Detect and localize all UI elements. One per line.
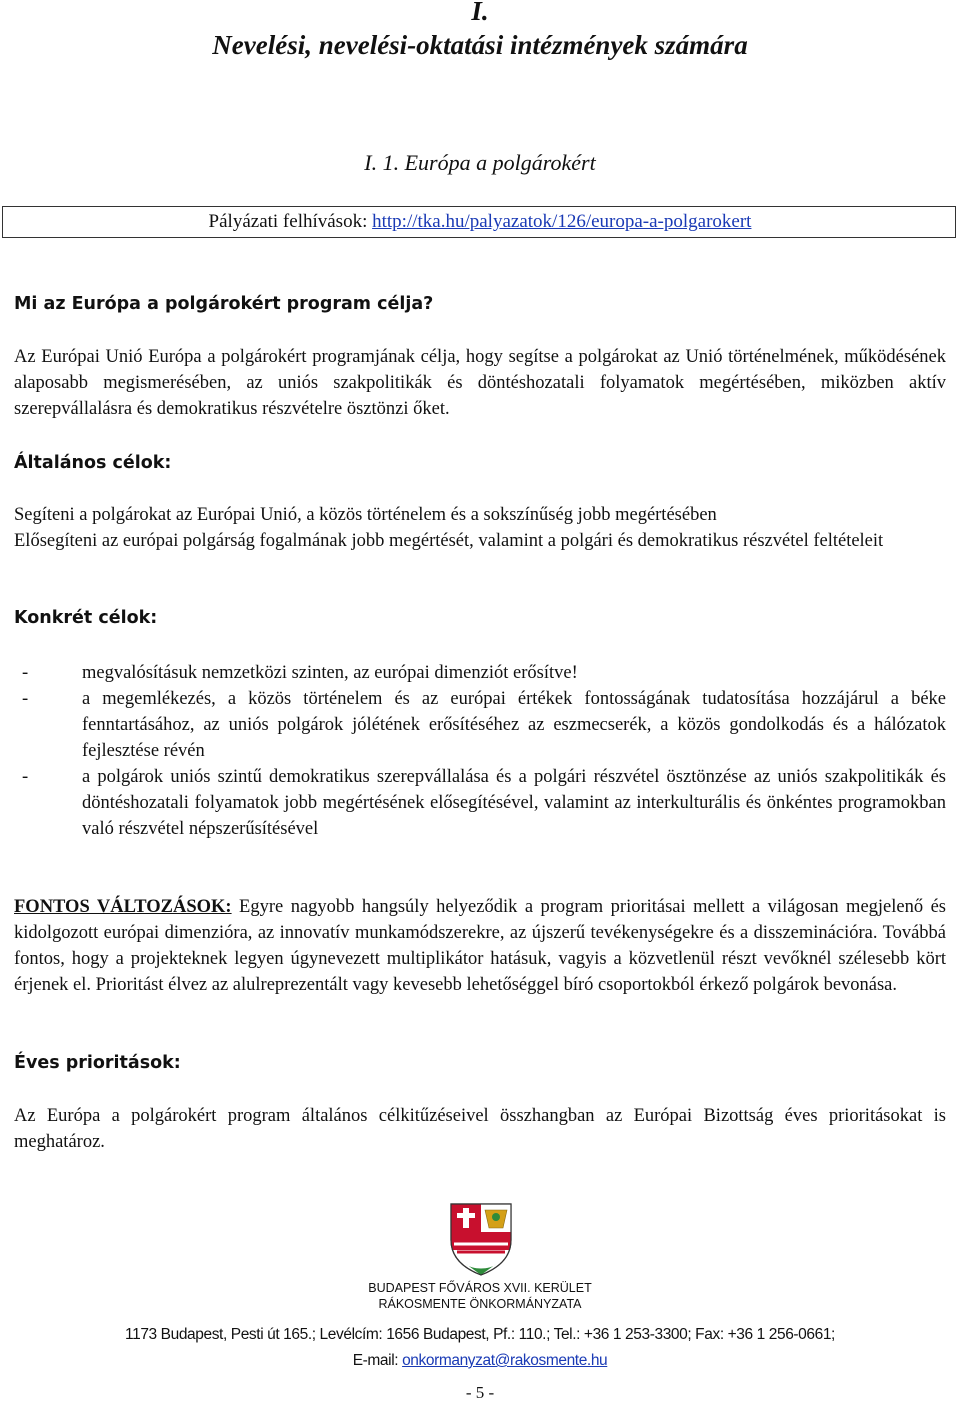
general-goal-1: Segíteni a polgárokat az Európai Unió, a közös történelem és a sokszínűség jobb megértésében bbox=[14, 505, 717, 525]
calls-line bbox=[3, 211, 957, 233]
list-item bbox=[14, 764, 946, 842]
calls-link[interactable]: http://tka.hu/palyazatok/126/europa-a-polgarokert bbox=[372, 211, 752, 232]
changes-paragraph bbox=[14, 894, 946, 998]
list-dash: - bbox=[22, 663, 29, 683]
general-goal-2: Elősegíteni az európai polgárság fogalmának jobb megértését, valamint a polgári és demokratikus részvétel feltételeit bbox=[14, 531, 884, 551]
list-item-text: a megemlékezés, a közös történelem és az európai értékek fontosságának tudatosítása hozzájárul a béke fenntartásához, az uniós polgárok jólétének erősítéséhez az eszmecserék, a közös gondolkodás és a hálózatok fejlesztése révén bbox=[82, 689, 946, 761]
specific-goals-heading: Konkrét célok: bbox=[14, 608, 158, 628]
list-item-text: megvalósításuk nemzetközi szinten, az európai dimenziót erősítve! bbox=[82, 663, 578, 683]
list-item bbox=[14, 686, 946, 764]
calls-box bbox=[2, 206, 956, 238]
list-item bbox=[14, 660, 946, 686]
annual-priorities-text: Az Európa a polgárokért program általános célkitűzéseivel összhangban az Európai Bizottság éves prioritásokat is meghatároz. bbox=[14, 1106, 946, 1152]
coat-of-arms-icon bbox=[448, 1200, 514, 1276]
goal-text: Az Európai Unió Európa a polgárokért programjának célja, hogy segítse a polgárokat az Unió történelmének, működésének alaposabb megismerésében, az uniós szakpolitikák és döntéshozatali folyamatok megértésében, miközben aktív szerepvállalásra és demokratikus részvételre ösztönzi őket. bbox=[14, 347, 946, 419]
page-title: Nevelési, nevelési-oktatási intézmények számára bbox=[212, 30, 748, 60]
footer-email-line bbox=[0, 1352, 960, 1370]
email-link[interactable]: onkormanyzat@rakosmente.hu bbox=[402, 1352, 608, 1369]
section-title: I. 1. Európa a polgárokért bbox=[364, 150, 596, 175]
annual-priorities-heading: Éves prioritások: bbox=[14, 1053, 181, 1073]
specific-goals-list bbox=[14, 660, 946, 842]
general-goals-heading: Általános célok: bbox=[14, 453, 172, 473]
goal-heading: Mi az Európa a polgárokért program célja? bbox=[14, 294, 434, 314]
changes-text: Egyre nagyobb hangsúly helyeződik a program prioritásai mellett a világosan megjelenő és kidolgozott európai dimenzióra, az innovatív munkamódszerekre, az újszerű tevékenységekre és a disszeminációra. Továbbá fontos, hogy a projekteknek legyen úgynevezett multiplikátor hatásuk, vagyis a közvetlenül részt vevőknél szélesebb kört érjenek el. Prioritást élvez az alulreprezentált vagy kevesebb lehetőséggel bíró csoportokból érkező polgárok bevonása. bbox=[14, 897, 947, 995]
chapter-number: I. bbox=[471, 0, 489, 26]
list-dash: - bbox=[22, 767, 29, 787]
org-name-line1: BUDAPEST FŐVÁROS XVII. KERÜLET bbox=[368, 1281, 592, 1295]
changes-label: FONTOS VÁLTOZÁSOK: bbox=[14, 897, 232, 917]
footer-address: 1173 Budapest, Pesti út 165.; Levélcím: 1656 Budapest, Pf.: 110.; Tel.: +36 1 253-3300; Fax: +36 1 256-0661; bbox=[125, 1326, 835, 1343]
org-name-line2: RÁKOSMENTE ÖNKORMÁNYZATA bbox=[378, 1297, 582, 1311]
page-number: - 5 - bbox=[465, 1383, 495, 1402]
calls-label: Pályázati felhívások: bbox=[208, 211, 373, 232]
email-label: E-mail: bbox=[352, 1352, 403, 1369]
list-dash: - bbox=[22, 689, 29, 709]
list-item-text: a polgárok uniós szintű demokratikus szerepvállalása és a polgári részvétel ösztönzése az uniós szakpolitikák és döntéshozatali folyamatok jobb megértésének elősegítésével, valamint az interkulturális és önkéntes programokban való részvétel népszerűsítésével bbox=[82, 767, 946, 839]
